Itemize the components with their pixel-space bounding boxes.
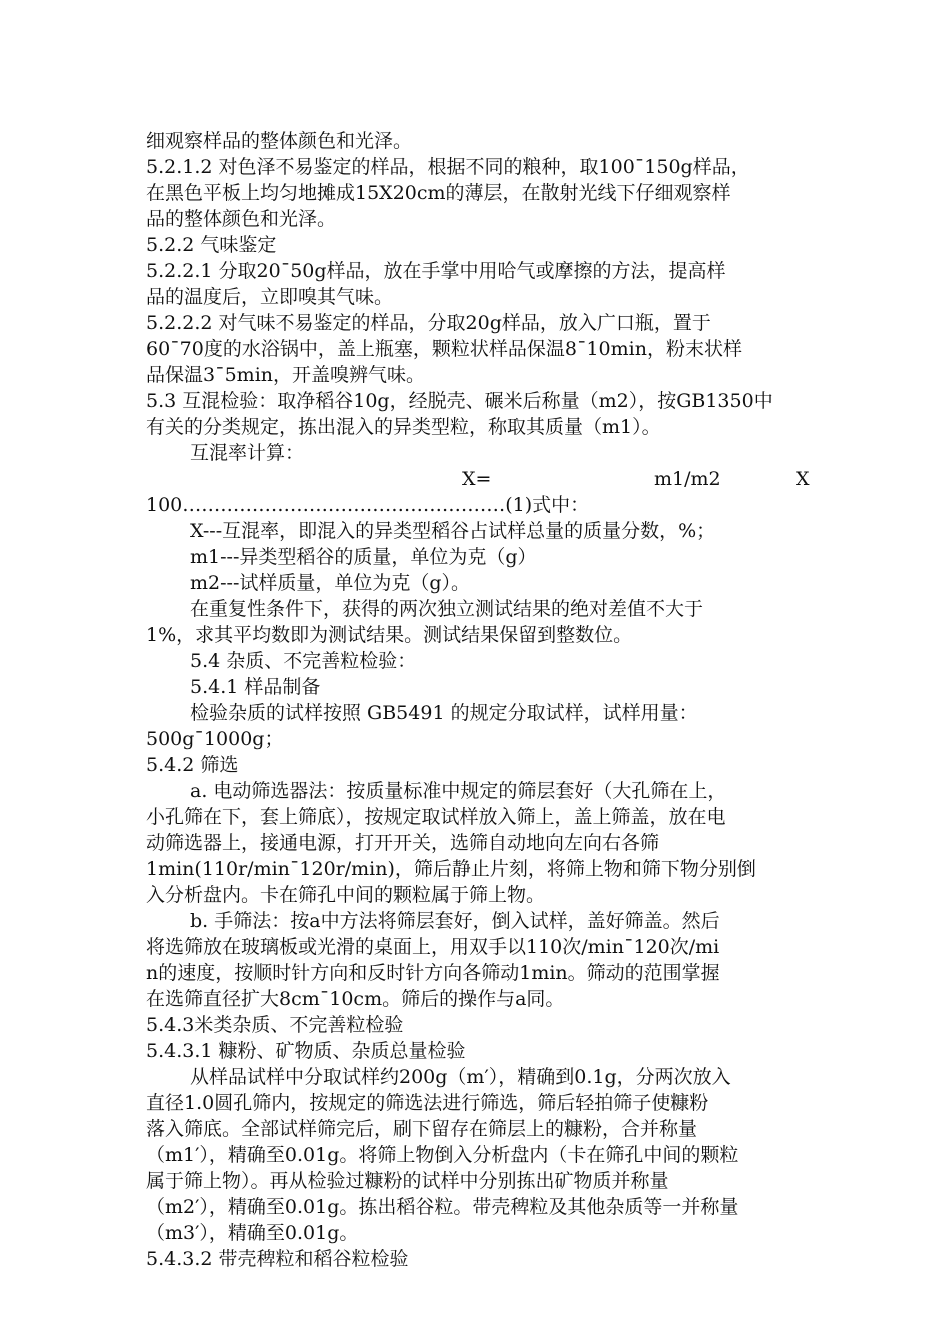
text-line: m2---试样质量，单位为克（g）。: [190, 572, 471, 594]
text-line: 属于筛上物）。再从检验过糠粉的试样中分别拣出矿物质并称量: [146, 1170, 669, 1192]
text-line: 在黑色平板上均匀地摊成15X20cm的薄层，在散射光线下仔细观察样: [146, 182, 731, 204]
text-line: a. 电动筛选器法：按质量标准中规定的筛层套好（大孔筛在上，: [190, 780, 727, 802]
section-heading: 5.4 杂质、不完善粒检验：: [190, 650, 417, 672]
formula-row: [146, 466, 816, 492]
text-line: 品的整体颜色和光泽。: [146, 208, 337, 230]
formula-continuation: 100……………………………………………(1)式中：: [146, 494, 590, 516]
formula-times: X: [796, 468, 810, 490]
text-line: 在重复性条件下，获得的两次独立测试结果的绝对差值不大于: [190, 598, 704, 620]
text-line: m1---异类型稻谷的质量，单位为克（g）: [190, 546, 537, 568]
text-line: 直径1.0圆孔筛内，按规定的筛选法进行筛选，筛后轻拍筛子使糠粉: [146, 1092, 709, 1114]
text-line: 细观察样品的整体颜色和光泽。: [146, 130, 413, 152]
text-line: 品保温3¯5min，开盖嗅辨气味。: [146, 364, 426, 386]
text-line: 1%，求其平均数即为测试结果。测试结果保留到整数位。: [146, 624, 633, 646]
text-line: 从样品试样中分取试样约200g（m′），精确到0.1g，分两次放入: [190, 1066, 731, 1088]
text-line: 500g¯1000g；: [146, 728, 284, 750]
text-line: 1min(110r/min¯120r/min)，筛后静止片刻，将筛上物和筛下物分别倒: [146, 858, 756, 880]
text-line: 品的温度后，立即嗅其气味。: [146, 286, 394, 308]
text-line: 有关的分类规定，拣出混入的异类型粒，称取其质量（m1）。: [146, 416, 661, 438]
text-line: （m1′），精确至0.01g。将筛上物倒入分析盘内（卡在筛孔中间的颗粒: [146, 1144, 739, 1166]
formula-lhs: X=: [462, 468, 492, 490]
text-line: 检验杂质的试样按照 GB5491 的规定分取试样，试样用量：: [190, 702, 698, 724]
text-line: 5.2.2.2 对气味不易鉴定的样品，分取20g样品，放入广口瓶，置于: [146, 312, 711, 334]
text-line: 入分析盘内。卡在筛孔中间的颗粒属于筛上物。: [146, 884, 546, 906]
text-line: （m3′），精确至0.01g。: [146, 1222, 359, 1244]
text-line: 将选筛放在玻璃板或光滑的桌面上，用双手以110次/min¯120次/mi: [146, 936, 720, 958]
section-heading: 5.4.3.2 带壳稗粒和稻谷粒检验: [146, 1248, 409, 1270]
text-line: 5.2.2.1 分取20¯50g样品，放在手掌中用哈气或摩擦的方法，提高样: [146, 260, 726, 282]
text-line: 互混率计算：: [190, 442, 305, 464]
text-line: n的速度，按顺时针方向和反时针方向各筛动1min。筛动的范围掌握: [146, 962, 720, 984]
text-line: 5.2.1.2 对色泽不易鉴定的样品，根据不同的粮种，取100¯150g样品，: [146, 156, 750, 178]
formula-numerator: m1/m2: [654, 468, 721, 490]
text-line: b. 手筛法：按a中方法将筛层套好，倒入试样，盖好筛盖。然后: [190, 910, 720, 932]
text-line: 在选筛直径扩大8cm¯10cm。筛后的操作与a同。: [146, 988, 565, 1010]
section-heading: 5.4.2 筛选: [146, 754, 239, 776]
section-heading: 5.4.1 样品制备: [190, 676, 321, 698]
text-line: （m2′），精确至0.01g。拣出稻谷粒。带壳稗粒及其他杂质等一并称量: [146, 1196, 739, 1218]
text-line: 动筛选器上，接通电源，打开开关，选筛自动地向左向右各筛: [146, 832, 660, 854]
section-heading: 5.4.3米类杂质、不完善粒检验: [146, 1014, 404, 1036]
text-line: X---互混率，即混入的异类型稻谷占试样总量的质量分数，%；: [190, 520, 716, 542]
section-heading: 5.4.3.1 糠粉、矿物质、杂质总量检验: [146, 1040, 466, 1062]
text-line: 5.3 互混检验：取净稻谷10g，经脱壳、碾米后称量（m2），按GB1350中: [146, 390, 773, 412]
text-line: 落入筛底。全部试样筛完后，刷下留存在筛层上的糠粉，合并称量: [146, 1118, 698, 1140]
text-line: 60¯70度的水浴锅中，盖上瓶塞，颗粒状样品保温8¯10min，粉末状样: [146, 338, 742, 360]
section-heading: 5.2.2 气味鉴定: [146, 234, 277, 256]
text-line: 小孔筛在下，套上筛底），按规定取试样放入筛上，盖上筛盖，放在电: [146, 806, 726, 828]
